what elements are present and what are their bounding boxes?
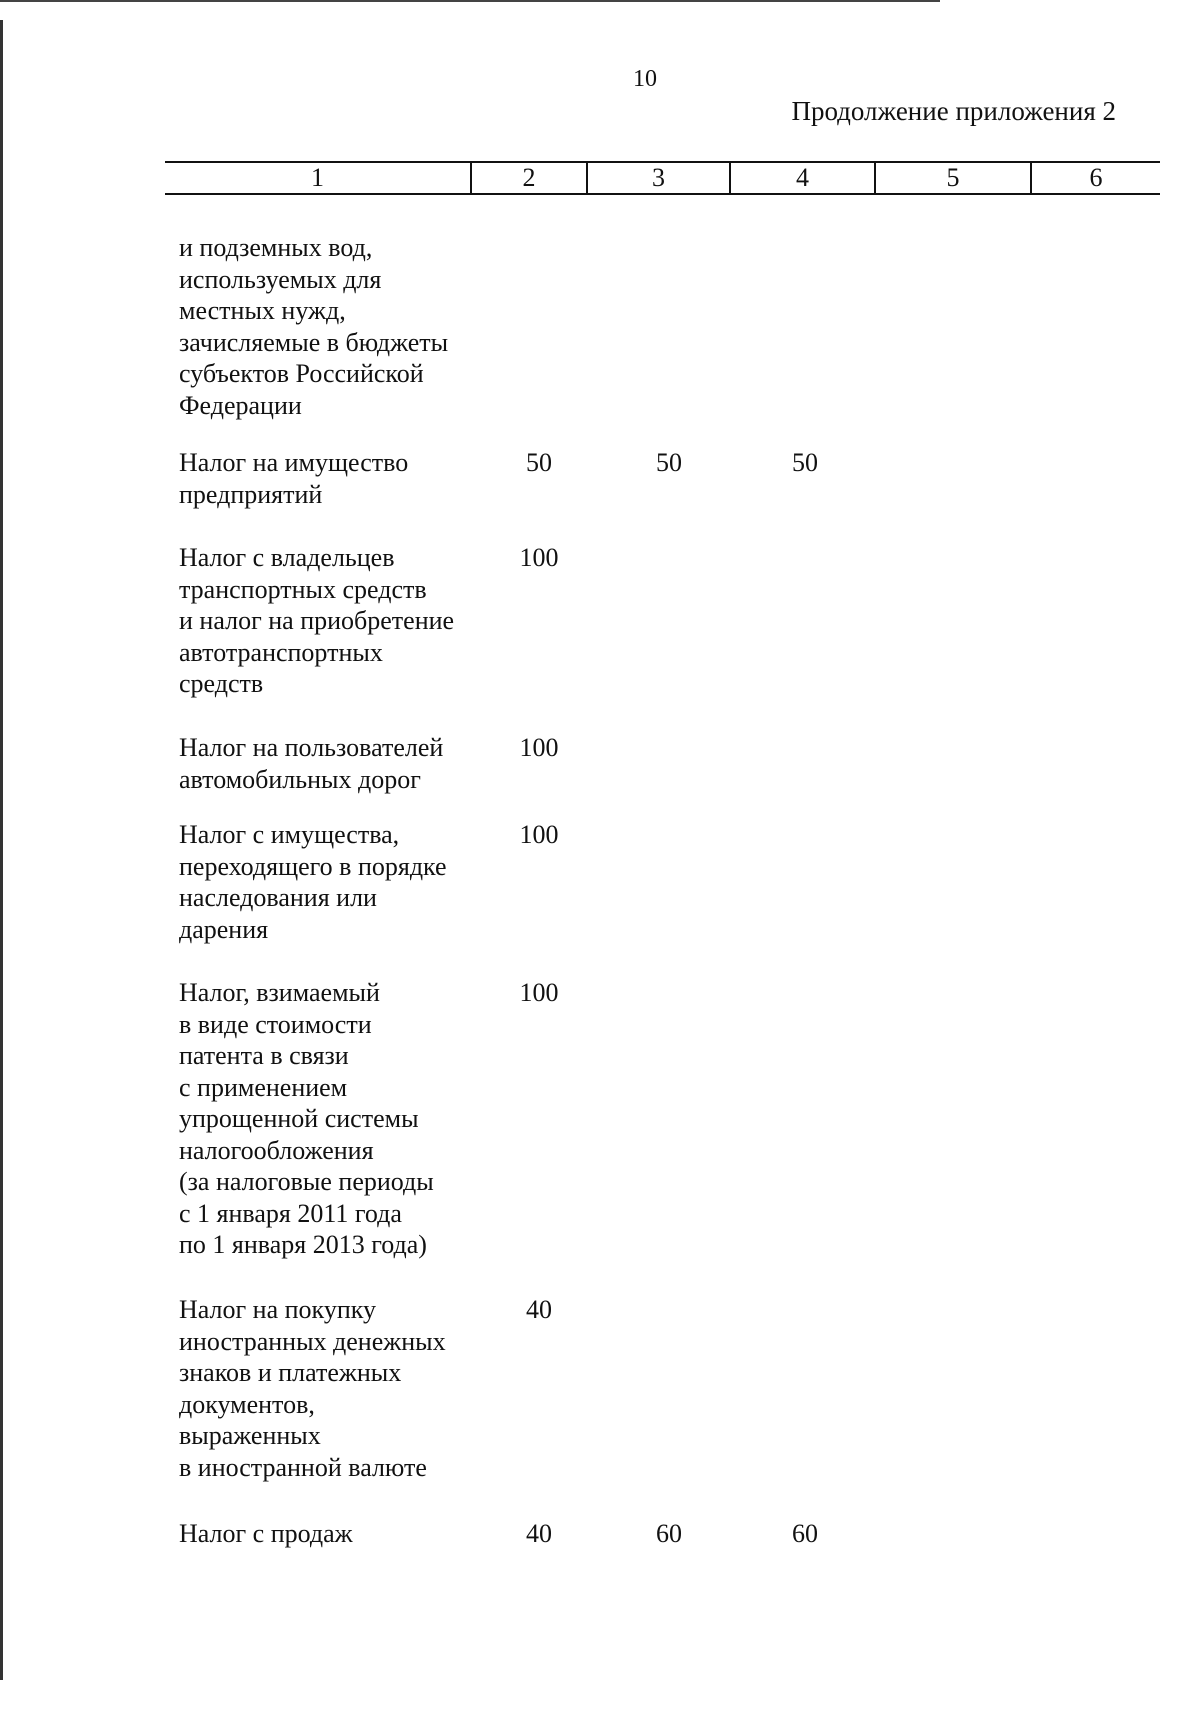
tax-name: [179, 732, 499, 795]
tax-name-line: субъектов Российской: [179, 359, 424, 388]
value-col-2: 100: [519, 978, 559, 1007]
page-number: 10: [633, 66, 657, 92]
value-col-2: 100: [519, 820, 559, 849]
tax-name-line: Налог с владельцев: [179, 543, 395, 572]
value-col-4: 50: [792, 448, 818, 477]
tax-name-line: автотранспортных: [179, 637, 383, 667]
tax-name: [179, 977, 499, 1261]
tax-name-line: переходящего в порядке: [179, 851, 447, 881]
tax-name: [179, 447, 499, 510]
tax-name-line: наследования или: [179, 883, 377, 912]
tax-name-line: Налог на покупку: [179, 1295, 376, 1324]
tax-name-line: с применением: [179, 1072, 348, 1102]
appendix-label: Продолжение приложения 2: [791, 96, 1116, 126]
value-col-2: 40: [526, 1519, 552, 1548]
tax-name-line: дарения: [179, 914, 269, 944]
tax-name: [179, 232, 499, 421]
tax-name-line: с 1 января 2011 года: [179, 1198, 402, 1228]
tax-name-line: используемых для: [179, 264, 382, 294]
tax-name-line: автомобильных дорог: [179, 764, 421, 794]
tax-name: [179, 819, 499, 945]
tax-name-line: в иностранной валюте: [179, 1452, 427, 1482]
tax-name-line: зачисляемые в бюджеты: [179, 327, 449, 357]
column-header-4: 4: [729, 163, 874, 193]
column-header-3: 3: [586, 163, 729, 193]
tax-name: [179, 1518, 499, 1550]
tax-name: [179, 542, 499, 700]
tax-name-line: Налог, взимаемый: [179, 978, 380, 1007]
tax-name-line: предприятий: [179, 479, 323, 509]
tax-name-line: (за налоговые периоды: [179, 1167, 434, 1196]
tax-name-line: иностранных денежных: [179, 1326, 446, 1356]
tax-name-line: документов,: [179, 1389, 315, 1419]
value-col-2: 40: [526, 1295, 552, 1324]
column-header-5: 5: [874, 163, 1030, 193]
tax-name-line: и подземных вод,: [179, 233, 373, 262]
tax-name-line: и налог на приобретение: [179, 606, 455, 635]
scan-edge-top: [0, 0, 940, 2]
tax-name-line: транспортных средств: [179, 574, 427, 604]
tax-name-line: в виде стоимости: [179, 1009, 372, 1039]
value-col-4: 60: [792, 1519, 818, 1548]
value-col-2: 100: [519, 543, 559, 572]
scan-edge-left: [0, 20, 3, 1680]
tax-name-line: местных нужд,: [179, 296, 346, 325]
value-col-3: 60: [656, 1519, 682, 1548]
value-col-3: 50: [656, 448, 682, 477]
tax-name-line: выраженных: [179, 1421, 321, 1450]
column-header-row: [165, 161, 1160, 195]
tax-name-line: Налог с продаж: [179, 1519, 353, 1548]
tax-name-line: Налог на имущество: [179, 448, 409, 477]
tax-name-line: Налог с имущества,: [179, 820, 400, 849]
column-header-6: 6: [1030, 163, 1160, 193]
tax-name-line: налогообложения: [179, 1135, 374, 1165]
value-col-2: 50: [526, 448, 552, 477]
column-header-2: 2: [470, 163, 586, 193]
tax-name-line: по 1 января 2013 года): [179, 1230, 427, 1259]
tax-name: [179, 1294, 499, 1483]
column-header-1: 1: [311, 163, 324, 192]
tax-name-line: патента в связи: [179, 1041, 349, 1070]
tax-name-line: знаков и платежных: [179, 1358, 402, 1387]
tax-name-line: упрощенной системы: [179, 1104, 419, 1133]
value-col-2: 100: [519, 733, 559, 762]
tax-name-line: Налог на пользователей: [179, 733, 444, 762]
tax-name-line: средств: [179, 669, 264, 698]
tax-name-line: Федерации: [179, 390, 302, 420]
